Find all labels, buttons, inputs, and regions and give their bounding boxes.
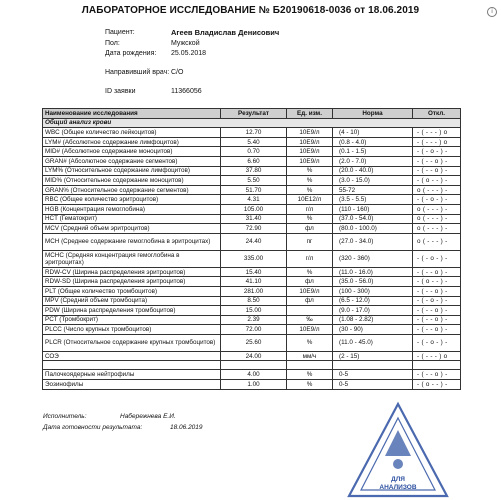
result-value: 37.80 xyxy=(221,166,287,176)
result-unit: 10E12/л xyxy=(287,195,333,205)
result-deviation: - ( о - - ) - xyxy=(413,277,461,287)
result-value: 335.00 xyxy=(221,250,287,267)
result-unit xyxy=(287,306,333,316)
result-value: 4.00 xyxy=(221,370,287,380)
result-name: WBC (Общее количество лейкоцитов) xyxy=(43,128,221,138)
blank-cell xyxy=(43,361,221,370)
sex-label: Пол: xyxy=(105,40,120,47)
result-name: RDW-SD (Ширина распределения эритроцитов) xyxy=(43,277,221,287)
lab-stamp xyxy=(345,400,451,500)
result-deviation: - ( - - о ) - xyxy=(413,306,461,316)
result-value: 24.00 xyxy=(221,351,287,361)
table-row xyxy=(43,325,461,335)
result-unit: г/л xyxy=(287,204,333,214)
result-deviation: - ( - о - ) - xyxy=(413,195,461,205)
result-name: GRAN% (Относительное содержание сегментов) xyxy=(43,185,221,195)
result-deviation: о ( - - - ) - xyxy=(413,214,461,224)
section-title: Общий анализ крови xyxy=(43,118,461,128)
result-deviation: - ( - - о ) - xyxy=(413,315,461,325)
table-row xyxy=(43,306,461,316)
result-value: 8.50 xyxy=(221,296,287,306)
result-name: MID# (Абсолютное содержание моноцитов) xyxy=(43,147,221,157)
table-row xyxy=(43,233,461,250)
result-deviation: - ( о - - ) - xyxy=(413,380,461,390)
sex-value: Мужской xyxy=(171,40,200,47)
table-row xyxy=(43,224,461,234)
blank-row xyxy=(43,361,461,370)
table-row xyxy=(43,128,461,138)
col-header-deviation: Откл. xyxy=(413,109,461,119)
result-name: RBC (Общее количество эритроцитов) xyxy=(43,195,221,205)
result-norm: (11.0 - 16.0) xyxy=(333,267,413,277)
result-value: 31.40 xyxy=(221,214,287,224)
result-unit: 10E9/л xyxy=(287,128,333,138)
blank-cell xyxy=(413,361,461,370)
result-unit: 10E9/л xyxy=(287,286,333,296)
table-row xyxy=(43,286,461,296)
result-value: 4.31 xyxy=(221,195,287,205)
result-norm: (320 - 360) xyxy=(333,250,413,267)
result-unit: 10E9/л xyxy=(287,147,333,157)
result-name: СОЭ xyxy=(43,351,221,361)
result-norm: (100 - 300) xyxy=(333,286,413,296)
result-value: 1.00 xyxy=(221,380,287,390)
result-norm: (27.0 - 34.0) xyxy=(333,233,413,250)
result-norm: (0.8 - 4.0) xyxy=(333,137,413,147)
table-row xyxy=(43,370,461,380)
result-unit: ‰ xyxy=(287,315,333,325)
result-name: LYM# (Абсолютное содержание лимфоцитов) xyxy=(43,137,221,147)
table-row xyxy=(43,156,461,166)
result-norm: (2.0 - 7.0) xyxy=(333,156,413,166)
table-header-row xyxy=(43,109,461,119)
result-value: 0.70 xyxy=(221,147,287,157)
result-name: RDW-CV (Ширина распределения эритроцитов) xyxy=(43,267,221,277)
result-norm: (6.5 - 12.0) xyxy=(333,296,413,306)
blank-cell xyxy=(287,361,333,370)
table-row xyxy=(43,214,461,224)
result-unit: фл xyxy=(287,224,333,234)
result-deviation: о ( - - - ) - xyxy=(413,204,461,214)
result-unit: пг xyxy=(287,233,333,250)
doctor-value: С/О xyxy=(171,69,184,76)
result-value: 105.00 xyxy=(221,204,287,214)
result-unit: фл xyxy=(287,277,333,287)
result-value: 5.40 xyxy=(221,137,287,147)
section-row xyxy=(43,118,461,128)
result-unit: % xyxy=(287,267,333,277)
result-norm: 0-5 xyxy=(333,380,413,390)
report-footer xyxy=(43,413,303,433)
table-row xyxy=(43,250,461,267)
result-name: MCH (Среднее содержание гемоглобина в эритроцитах) xyxy=(43,233,221,250)
result-value: 24.40 xyxy=(221,233,287,250)
patient-name: Агеев Владислав Денисович xyxy=(171,28,280,37)
result-deviation: о ( - - - ) - xyxy=(413,185,461,195)
result-name: HCT (Гематокрит) xyxy=(43,214,221,224)
result-name: LYM% (Относительное содержание лимфоцитов) xyxy=(43,166,221,176)
result-deviation: - ( - - о ) - xyxy=(413,166,461,176)
patient-label: Пациент: xyxy=(105,29,135,36)
table-row xyxy=(43,334,461,351)
result-norm: (9.0 - 17.0) xyxy=(333,306,413,316)
table-row xyxy=(43,296,461,306)
result-value: 2.39 xyxy=(221,315,287,325)
result-unit: г/л xyxy=(287,250,333,267)
result-deviation: - ( - - о ) - xyxy=(413,325,461,335)
table-row xyxy=(43,277,461,287)
result-unit: % xyxy=(287,176,333,186)
ready-date-value: 18.06.2019 xyxy=(170,424,203,431)
result-norm: (1.08 - 2.82) xyxy=(333,315,413,325)
result-value: 12.70 xyxy=(221,128,287,138)
stamp-emblem-mark xyxy=(385,430,411,456)
result-deviation: о ( - - - ) - xyxy=(413,224,461,234)
result-unit: 10E9/л xyxy=(287,325,333,335)
result-unit: % xyxy=(287,166,333,176)
report-title: ЛАБОРАТОРНОЕ ИССЛЕДОВАНИЕ № Б20190618-0036 от 18.06.2019 xyxy=(81,5,420,16)
result-deviation: - ( - о - ) - xyxy=(413,334,461,351)
executor-label: Исполнитель: xyxy=(43,413,87,420)
result-name: Палочкоядерные нейтрофилы xyxy=(43,370,221,380)
result-name: MPV (Средний объем тромбоцита) xyxy=(43,296,221,306)
result-unit: 10E9/л xyxy=(287,137,333,147)
table-row xyxy=(43,204,461,214)
result-value: 72.00 xyxy=(221,325,287,335)
request-id-label: ID заявки xyxy=(105,88,136,95)
result-value: 51.70 xyxy=(221,185,287,195)
result-name: PLCC (Число крупных тромбоцитов) xyxy=(43,325,221,335)
result-deviation: - ( - - - ) о xyxy=(413,128,461,138)
table-row xyxy=(43,195,461,205)
result-value: 41.10 xyxy=(221,277,287,287)
result-value: 6.60 xyxy=(221,156,287,166)
result-value: 72.90 xyxy=(221,224,287,234)
result-unit: мм/ч xyxy=(287,351,333,361)
table-row xyxy=(43,267,461,277)
result-value: 25.60 xyxy=(221,334,287,351)
result-deviation: - ( - - - ) о xyxy=(413,137,461,147)
result-deviation: - ( - - о ) - xyxy=(413,267,461,277)
ready-date-label: Дата готовности результата: xyxy=(43,424,143,431)
col-header-name: Наименование исследования xyxy=(43,109,221,119)
result-deviation: - ( - о - ) - xyxy=(413,147,461,157)
result-name: PLCR (Относительное содержание крупных тромбоцитов) xyxy=(43,334,221,351)
info-icon: i xyxy=(487,7,497,17)
result-norm: (2 - 15) xyxy=(333,351,413,361)
result-unit: % xyxy=(287,214,333,224)
result-deviation: - ( - о - ) - xyxy=(413,250,461,267)
results-table xyxy=(42,108,461,390)
result-norm: (3.5 - 5.5) xyxy=(333,195,413,205)
result-deviation: - ( - - о ) - xyxy=(413,370,461,380)
result-unit: 10E9/л xyxy=(287,156,333,166)
result-norm: (11.0 - 45.0) xyxy=(333,334,413,351)
table-row xyxy=(43,147,461,157)
executor-value: Набережнева Е.И. xyxy=(120,413,176,420)
result-deviation: - ( - - о ) - xyxy=(413,156,461,166)
result-unit: % xyxy=(287,370,333,380)
result-norm: (30 - 90) xyxy=(333,325,413,335)
result-deviation: - ( - о - ) - xyxy=(413,296,461,306)
result-value: 5.50 xyxy=(221,176,287,186)
stamp-emblem-dot xyxy=(393,459,403,469)
result-name: PCT (Тромбокрит) xyxy=(43,315,221,325)
col-header-norm: Норма xyxy=(333,109,413,119)
result-value: 281.00 xyxy=(221,286,287,296)
request-id-value: 11366056 xyxy=(171,88,202,95)
stamp-text-1: ДЛЯ xyxy=(391,476,405,483)
result-norm: (3.0 - 15.0) xyxy=(333,176,413,186)
stamp-text-2: АНАЛИЗОВ xyxy=(379,484,417,491)
result-deviation: - ( о - - ) - xyxy=(413,176,461,186)
table-row xyxy=(43,166,461,176)
blank-cell xyxy=(333,361,413,370)
result-deviation: о ( - - - ) - xyxy=(413,233,461,250)
result-name: HGB (Концентрация гемоглобина) xyxy=(43,204,221,214)
result-norm: (80.0 - 100.0) xyxy=(333,224,413,234)
result-norm: (4 - 10) xyxy=(333,128,413,138)
result-name: MCHC (Средняя концентрация гемоглобина в эритроцитах) xyxy=(43,250,221,267)
result-value: 15.40 xyxy=(221,267,287,277)
result-norm: 0-5 xyxy=(333,370,413,380)
result-unit: % xyxy=(287,380,333,390)
table-row xyxy=(43,137,461,147)
result-value: 15.00 xyxy=(221,306,287,316)
result-norm: (37.0 - 54.0) xyxy=(333,214,413,224)
result-norm: 55-72 xyxy=(333,185,413,195)
blank-cell xyxy=(221,361,287,370)
patient-info xyxy=(105,29,405,99)
result-deviation: - ( - - - ) о xyxy=(413,351,461,361)
result-name: MID% (Относительное содержание моноцитов) xyxy=(43,176,221,186)
table-row xyxy=(43,185,461,195)
dob-label: Дата рождения: xyxy=(105,50,157,57)
result-unit: % xyxy=(287,334,333,351)
table-row xyxy=(43,176,461,186)
result-name: PLT (Общее количество тромбоцитов) xyxy=(43,286,221,296)
col-header-result: Результат xyxy=(221,109,287,119)
result-norm: (20.0 - 40.0) xyxy=(333,166,413,176)
table-row xyxy=(43,351,461,361)
table-row xyxy=(43,380,461,390)
result-norm: (110 - 160) xyxy=(333,204,413,214)
result-deviation: - ( - - о ) - xyxy=(413,286,461,296)
result-norm: (0.1 - 1.5) xyxy=(333,147,413,157)
result-name: MCV (Средний объем эритроцитов) xyxy=(43,224,221,234)
table-row xyxy=(43,315,461,325)
dob-value: 25.05.2018 xyxy=(171,50,207,57)
result-name: Эозинофилы xyxy=(43,380,221,390)
result-name: GRAN# (Абсолютное содержание сегментов) xyxy=(43,156,221,166)
result-name: PDW (Ширина распределения тромбоцитов) xyxy=(43,306,221,316)
result-unit: фл xyxy=(287,296,333,306)
result-unit: % xyxy=(287,185,333,195)
col-header-unit: Ед. изм. xyxy=(287,109,333,119)
doctor-label: Направивший врач: xyxy=(105,69,170,76)
result-norm: (35.0 - 56.0) xyxy=(333,277,413,287)
